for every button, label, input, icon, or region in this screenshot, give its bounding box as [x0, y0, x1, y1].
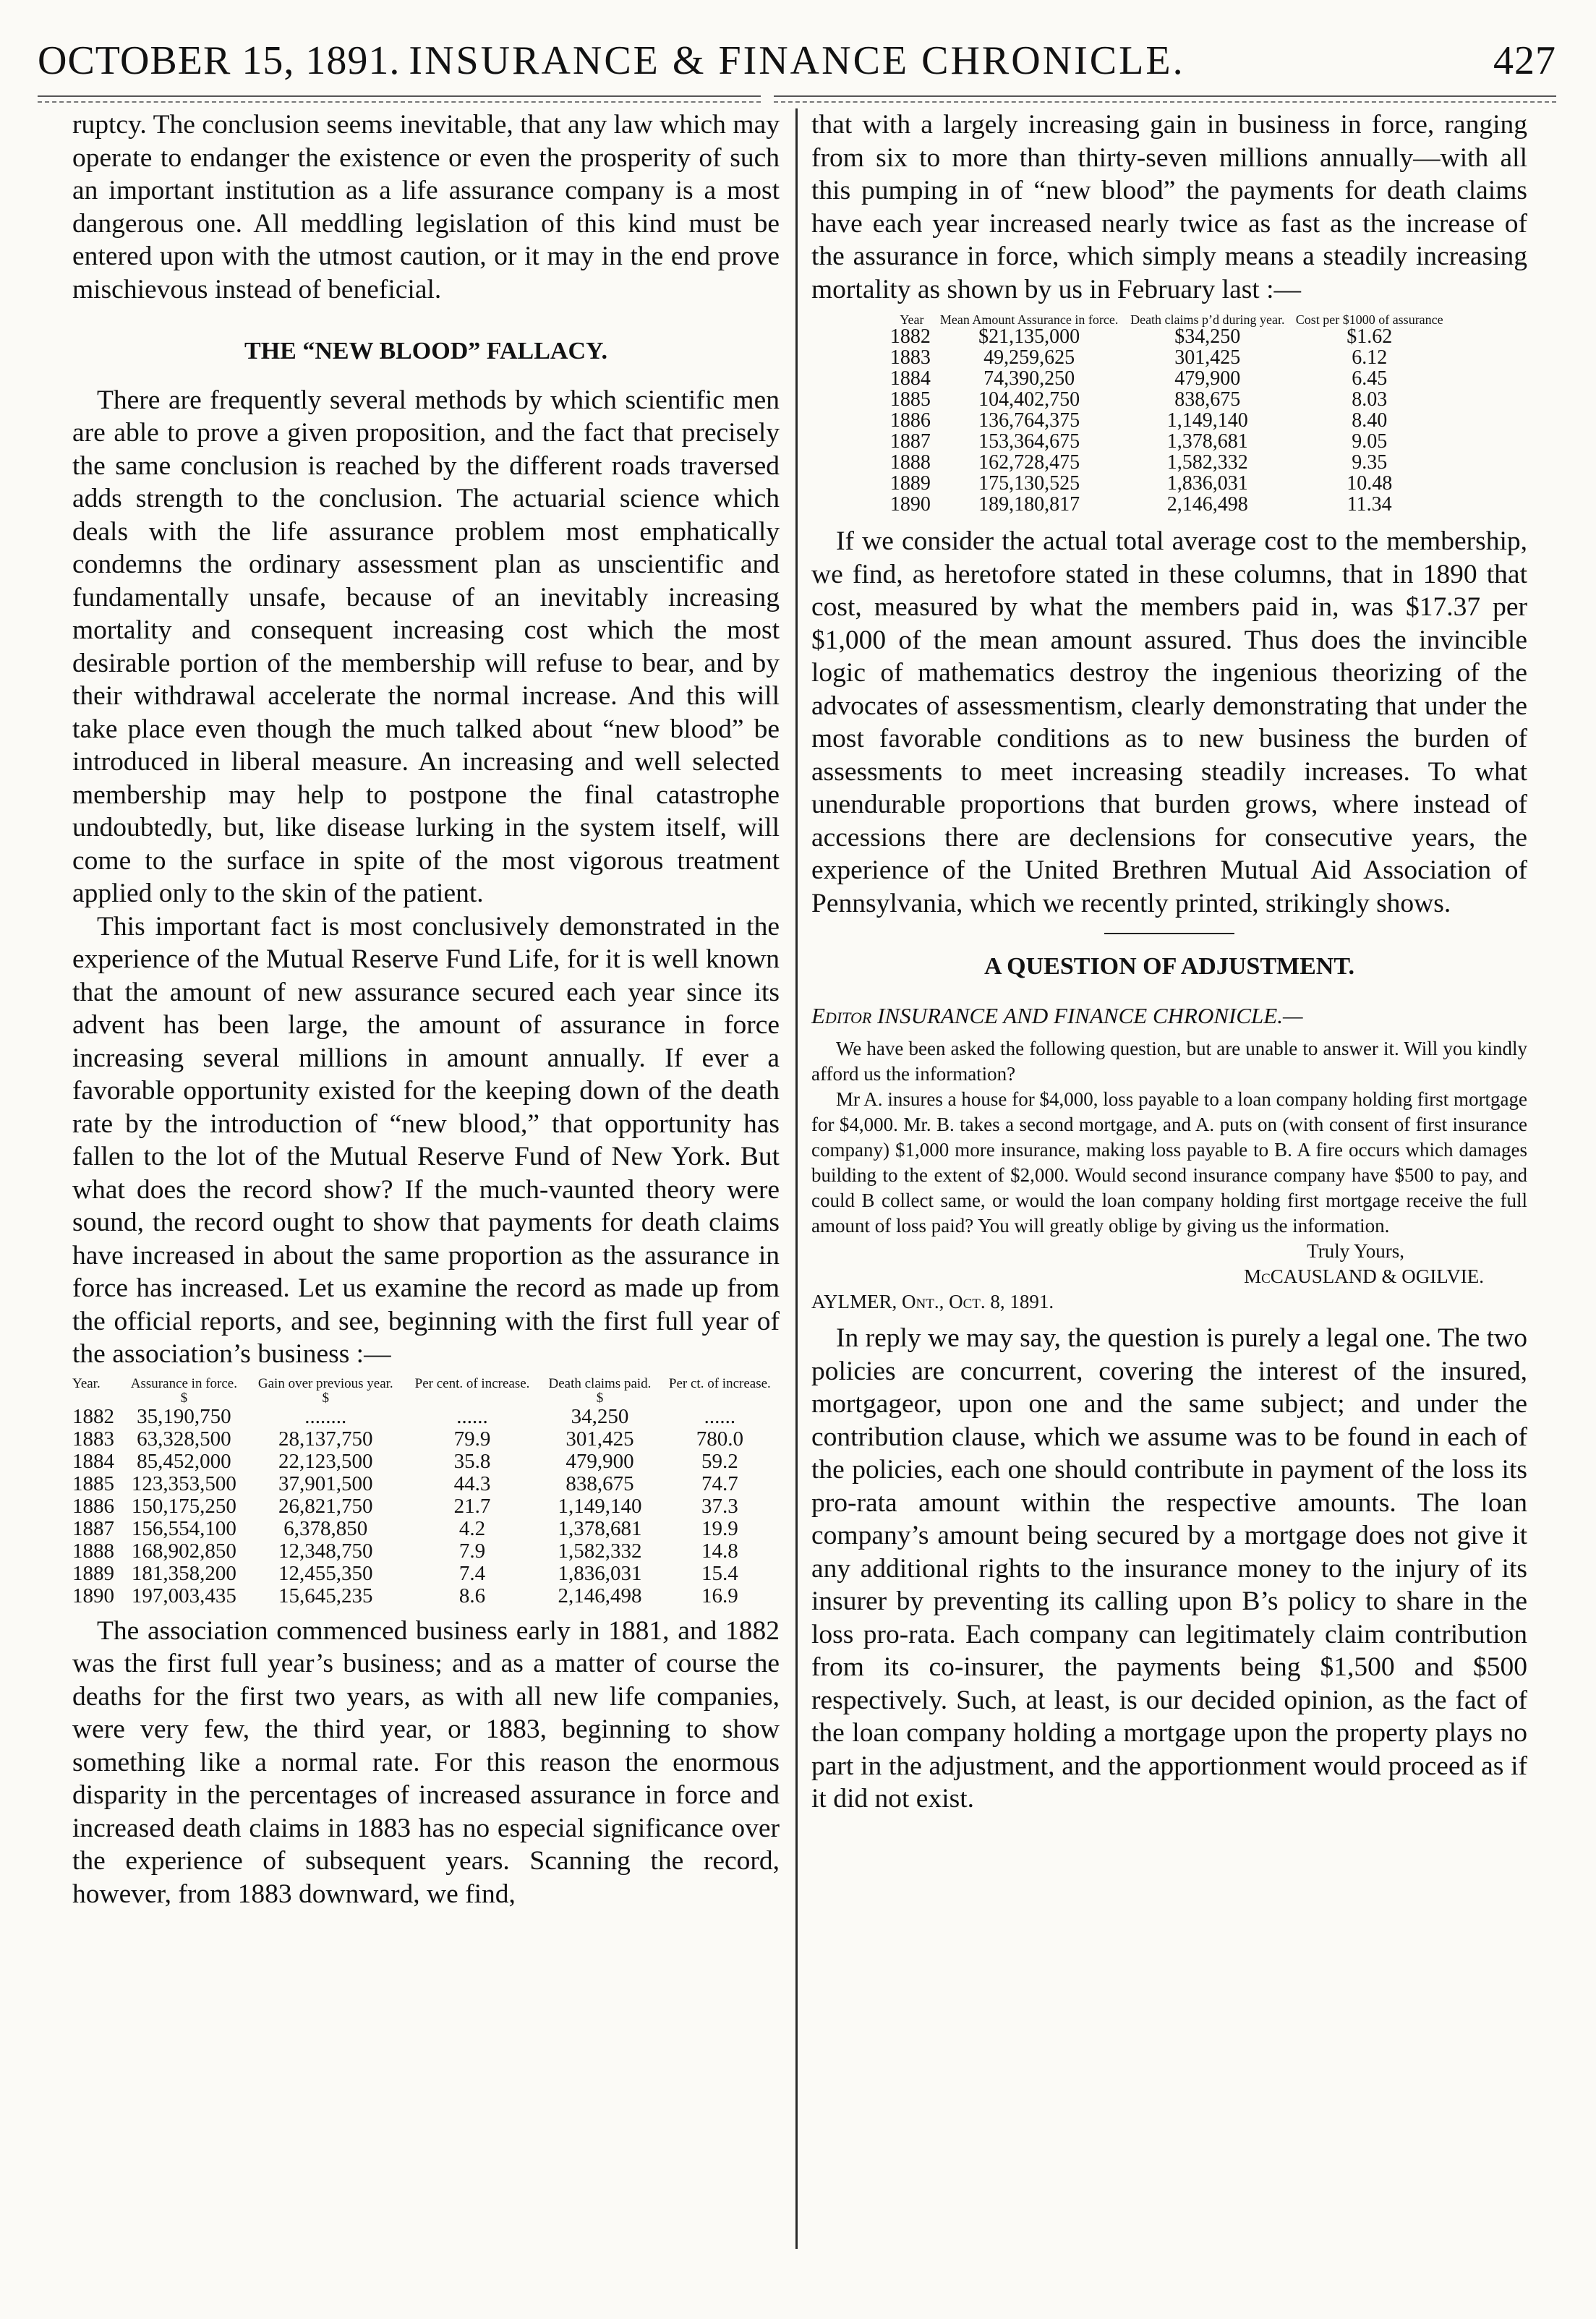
table-cell: 175,130,525: [978, 472, 1080, 495]
table-cell: 12,455,350: [278, 1561, 373, 1585]
table-cell: 1,836,031: [558, 1561, 642, 1585]
table-cell: 181,358,200: [131, 1561, 236, 1585]
table-cell: 1889: [889, 472, 931, 495]
table-row: [72, 1428, 780, 1451]
table-cell: 4.2: [458, 1516, 486, 1540]
table-cell: 1883: [889, 346, 931, 369]
table-cell: 1886: [72, 1494, 114, 1518]
table-cell: 838,675: [566, 1472, 634, 1495]
table-cell: 74.7: [701, 1472, 738, 1495]
table-cell: $1.62: [1347, 325, 1393, 348]
table-cell: 479,900: [566, 1449, 634, 1473]
table-cell: 7.4: [458, 1561, 486, 1585]
table-row: [72, 1451, 780, 1473]
table-cell: 1882: [72, 1404, 114, 1428]
table-cell: 6,378,850: [283, 1516, 368, 1540]
currency-mark: [660, 1391, 780, 1406]
table-cell: 14.8: [701, 1539, 738, 1563]
column-divider: [795, 108, 798, 2249]
column-header: Per ct. of increase.: [668, 1375, 771, 1391]
table-cell: 301,425: [1174, 346, 1241, 369]
table-cell: 15,645,235: [278, 1584, 373, 1607]
table-row: [890, 347, 1448, 368]
paragraph: There are frequently several methods by which scientific men are able to prove a given proposition, and the fact that precisely the same conclusion is reached by the different roads traversed adds strength to the conclusion. The actuarial science which deals with the life assurance problem most emphatically condemns the ordinary assessment plan as unscientific and fundamentally unsafe, because of an inevitably increasing mortality and consequent increasing cost which the most desirable portion of the membership will refuse to bear, and by their withdrawal accelerate the normal increase. And this will take place even though the much talked about “new blood” be introduced in liberal measure. An increasing and well selected membership may help to postpone the final catastrophe undoubtedly, but, like disease lurking in the system itself, will come to the surface in spite of the most vigorous treatment applied only to the skin of the patient.: [72, 385, 780, 908]
table-cell: 49,259,625: [983, 346, 1075, 369]
table-cell: 22,123,500: [278, 1449, 373, 1473]
table-row: [72, 1518, 780, 1540]
table-row: [890, 326, 1448, 347]
table-cell: ........: [304, 1404, 347, 1428]
column-header: Mean Amount Assurance in force.: [939, 312, 1119, 327]
right-column: [811, 108, 1527, 1816]
table-cell: 11.34: [1347, 493, 1392, 516]
table-row: [890, 473, 1448, 494]
header-rule-left: [38, 95, 761, 103]
column-header: Death claims p’d during year.: [1130, 312, 1285, 327]
table-cell: $21,135,000: [978, 325, 1080, 348]
table-cell: 1882: [889, 325, 931, 348]
mortality-cost-table: [890, 313, 1448, 515]
currency-mark: $: [596, 1390, 604, 1406]
table-cell: 12,348,750: [278, 1539, 373, 1563]
table-cell: 2,146,498: [1166, 493, 1248, 516]
table-row: [890, 431, 1448, 452]
paragraph: If we consider the actual total average cost to the membership, we find, as heretofore stated in these columns, that in 1890 that cost, measured by what the members paid in, was $17.37 per $1,000 of the mean amount assured. Thus does the invincible logic of mathematics destroy the ingenious theorizing of the advocates of assessmentism, clearly demonstrating that under the most favorable conditions as to new business the burden of assessments to meet increasing steadily increases. To what unendurable proportions that burden grows, where instead of accessions there are declensions for consecutive years, the experience of the United Brethren Mutual Aid Association of Pennsylvania, which we recently printed, strikingly shows.: [811, 526, 1527, 918]
table-cell: 104,402,750: [978, 388, 1080, 411]
table-cell: 16.9: [701, 1584, 738, 1607]
table-cell: 21.7: [453, 1494, 491, 1518]
table-cell: 9.05: [1352, 430, 1388, 453]
table-cell: 1887: [72, 1516, 114, 1540]
table-cell: 35.8: [453, 1449, 491, 1473]
table-cell: 1886: [889, 409, 931, 432]
table-cell: 168,902,850: [131, 1539, 236, 1563]
table-body: [890, 326, 1448, 515]
table-cell: 1,149,140: [558, 1494, 642, 1518]
page-header: [38, 38, 1556, 95]
table-row: [72, 1495, 780, 1518]
table-cell: 10.48: [1347, 472, 1393, 495]
table-cell: 780.0: [696, 1427, 743, 1451]
table-cell: 34,250: [571, 1404, 629, 1428]
table-cell: 479,900: [1174, 367, 1241, 390]
table-cell: 79.9: [453, 1427, 491, 1451]
table-row: [890, 389, 1448, 410]
table-cell: 162,728,475: [978, 451, 1080, 474]
table-cell: 26,821,750: [278, 1494, 373, 1518]
table-cell: 8.6: [458, 1584, 486, 1607]
table-cell: 1,378,681: [558, 1516, 642, 1540]
table-cell: 156,554,100: [131, 1516, 236, 1540]
column-header: Per cent. of increase.: [414, 1375, 530, 1391]
section-title-adjustment: A QUESTION OF ADJUSTMENT.: [984, 953, 1354, 980]
table-row: [890, 452, 1448, 473]
table-row: [72, 1563, 780, 1585]
letter-paragraph: We have been asked the following question, but are unable to answer it. Will you kindly afford us the information?: [811, 1038, 1527, 1085]
editor-address: Editor INSURANCE AND FINANCE CHRONICLE.—: [811, 1002, 1303, 1028]
table-cell: 6.12: [1352, 346, 1388, 369]
currency-mark: $: [322, 1390, 330, 1406]
table-cell: 301,425: [566, 1427, 634, 1451]
mutual-reserve-table: [72, 1377, 780, 1607]
table-cell: 1888: [72, 1539, 114, 1563]
page-number: 427: [1493, 38, 1556, 83]
table-cell: 1890: [889, 493, 931, 516]
table-cell: 7.9: [458, 1539, 486, 1563]
table-body: [72, 1406, 780, 1607]
table-row: [72, 1473, 780, 1495]
table-cell: 74,390,250: [983, 367, 1075, 390]
table-cell: ......: [456, 1404, 488, 1428]
table-cell: 44.3: [453, 1472, 491, 1495]
table-cell: 1885: [889, 388, 931, 411]
table-cell: 28,137,750: [278, 1427, 373, 1451]
table-cell: 150,175,250: [131, 1494, 236, 1518]
table-cell: 35,190,750: [137, 1404, 231, 1428]
header-rule-right: [774, 95, 1556, 103]
paragraph: This important fact is most conclusively demonstrated in the experience of the Mutual Reserve Fund Life, for it is well known that the amount of new assurance secured each year since its advent has been large, the amount of assurance in force increasing several millions in amount annually. If ever a favorable opportunity existed for the keeping down of the death rate by the introduction of “new blood,” that opportunity has fallen to the lot of the Mutual Reserve Fund of New York. But what does the record show? If the much-vaunted theory were sound, the record ought to show that payments for death claims have increased in about the same proportion as the assurance in force has increased. Let us examine the record as made up from the official reports, and see, beginning with the first full year of the association’s business :—: [72, 911, 780, 1369]
table-cell: 1,836,031: [1166, 472, 1248, 495]
table-cell: 37.3: [701, 1494, 738, 1518]
letter-signers: McCAUSLAND & OGILVIE.: [1244, 1265, 1484, 1287]
table-cell: 9.35: [1352, 451, 1388, 474]
currency-mark: [72, 1391, 121, 1406]
table-cell: 8.40: [1352, 409, 1388, 432]
table-cell: 59.2: [701, 1449, 738, 1473]
table-cell: $34,250: [1174, 325, 1241, 348]
column-header: Death claims paid.: [548, 1375, 652, 1391]
table-row: [72, 1406, 780, 1428]
column-header: Year: [900, 312, 924, 327]
column-header: Year.: [72, 1375, 101, 1391]
table-cell: 1889: [72, 1561, 114, 1585]
table-cell: 189,180,817: [978, 493, 1080, 516]
table-cell: 1890: [72, 1584, 114, 1607]
table-cell: 6.45: [1352, 367, 1388, 390]
paragraph: that with a largely increasing gain in business in force, ranging from six to more than thirty-seven millions annually—with all this pumping in of “new blood” the payments for death claims have each year increased nearly twice as fast as the increase of the assurance in force, which simply means a steadily increasing mortality as shown by us in February last :—: [811, 110, 1527, 304]
table-row: [72, 1585, 780, 1607]
table-row: [890, 410, 1448, 431]
table-cell: 153,364,675: [978, 430, 1080, 453]
table-cell: 1887: [889, 430, 931, 453]
section-title-new-blood: THE “NEW BLOOD” FALLACY.: [244, 338, 607, 364]
table-cell: 1888: [889, 451, 931, 474]
column-header: Assurance in force.: [130, 1375, 237, 1391]
intro-paragraph: ruptcy. The conclusion seems inevitable, that any law which may operate to endanger the existence or even the prosperity of such an important institution as a life assurance company is a most dangerous one. All meddling legislation of this kind must be entered upon with the utmost caution, or it may in the end prove mischievous instead of beneficial.: [72, 110, 780, 304]
table-cell: 1,582,332: [558, 1539, 642, 1563]
table-cell: 123,353,500: [131, 1472, 236, 1495]
table-cell: 63,328,500: [137, 1427, 231, 1451]
table-cell: 838,675: [1174, 388, 1241, 411]
table-cell: 1884: [72, 1449, 114, 1473]
letter-place-date: AYLMER, Ont., Oct. 8, 1891.: [811, 1291, 1054, 1312]
column-header: Gain over previous year.: [257, 1375, 393, 1391]
table-cell: 1,378,681: [1166, 430, 1248, 453]
table-cell: 1,149,140: [1166, 409, 1248, 432]
table-cell: 37,901,500: [278, 1472, 373, 1495]
table-cell: 1885: [72, 1472, 114, 1495]
table-row: [72, 1540, 780, 1563]
letter-paragraph: Mr A. insures a house for $4,000, loss payable to a loan company holding first mortgage for $4,000. Mr. B. takes a second mortgage, and A. puts on (with consent of first insurance company) $1,000 more insurance, making loss payable to B. A fire occurs which damages building to the extent of $2,000. Would second insurance company have $500 to pay, and could B collect same, or would the loan company holding first mortgage receive the full amount of loss paid? You will greatly oblige by giving us the information.: [811, 1088, 1527, 1237]
currency-mark: $: [180, 1390, 188, 1406]
section-divider: [1104, 933, 1234, 934]
table-row: [890, 494, 1448, 515]
editorial-reply: In reply we may say, the question is purely a legal one. The two policies are concurrent, covering the interest of the insured, mortgageor, upon one and the same subject; and under the contribution clause, which we assume was to be found in each of the policies, each one should contribute in payment of the loss its pro-rata amount within the respective amounts. The loan company’s amount being secured by a mortgage does not give it any additional rights to the insurance money to the injury of its insurer by preventing its calling upon B’s policy to share in the loss pro-rata. Each company can legitimately claim contribution from its co-insurer, the payments being $1,500 and $500 respectively. Such, at least, is our decided opinion, as the fact of the loan company holding a mortgage upon the property plays no part in the adjustment, and the apportionment would proceed as if it did not exist.: [811, 1323, 1527, 1814]
header-date: OCTOBER 15, 1891.: [38, 38, 401, 83]
table-row: [890, 368, 1448, 389]
currency-mark: [405, 1391, 539, 1406]
table-cell: 85,452,000: [137, 1449, 231, 1473]
table-cell: 2,146,498: [558, 1584, 642, 1607]
column-header: Cost per $1000 of assurance: [1295, 312, 1443, 327]
table-cell: ......: [704, 1404, 736, 1428]
table-cell: 136,764,375: [978, 409, 1080, 432]
table-cell: 1884: [889, 367, 931, 390]
table-cell: 19.9: [701, 1516, 738, 1540]
table-cell: 1883: [72, 1427, 114, 1451]
table-cell: 197,003,435: [131, 1584, 236, 1607]
letter-signoff: Truly Yours,: [1307, 1240, 1404, 1262]
left-column: [72, 108, 780, 1910]
table-cell: 1,582,332: [1166, 451, 1248, 474]
publication-title: INSURANCE & FINANCE CHRONICLE.: [409, 38, 1185, 83]
table-cell: 8.03: [1352, 388, 1388, 411]
paragraph: The association commenced business early in 1881, and 1882 was the first full year’s business; and as a matter of course the deaths for the first two years, as with all new life companies, were very few, the third year, or 1883, beginning to show something like a normal rate. For this reason the enormous disparity in the percentages of increased assurance in force and increased death claims in 1883 has no especial significance over the experience of subsequent years. Scanning the record, however, from 1883 downward, we find,: [72, 1615, 780, 1909]
table-cell: 15.4: [701, 1561, 738, 1585]
